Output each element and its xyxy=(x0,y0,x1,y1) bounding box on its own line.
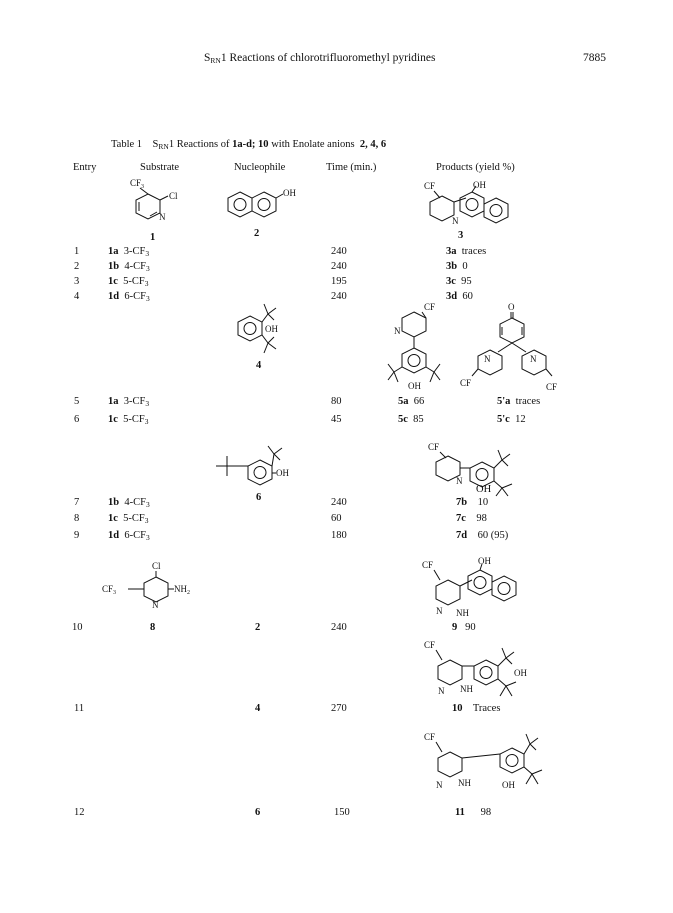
row-1-time: 240 xyxy=(331,246,347,257)
row-4-time: 240 xyxy=(331,291,347,302)
nucleophile-6-structure xyxy=(214,438,314,492)
row-7-time: 240 xyxy=(331,497,347,508)
running-title-text: 1 Reactions of chlorotrifluoromethyl pyridines xyxy=(220,52,436,64)
row-5-time: 80 xyxy=(331,396,342,407)
col-header-entry: Entry xyxy=(73,162,97,173)
table-label: Table 1 xyxy=(111,139,143,150)
svg-text:CF: CF xyxy=(460,378,472,388)
substrate-1-label: 1 xyxy=(150,232,156,243)
entry-8: 8 xyxy=(74,513,80,524)
row-9-substrate: 1d $6-CF_3$ xyxy=(108,530,150,542)
row-3-time: 195 xyxy=(331,276,347,287)
svg-text:OH: OH xyxy=(502,780,515,790)
row-5-substrate: 1a $3-CF_3$ xyxy=(108,396,150,408)
product-5prime-structure xyxy=(458,300,558,392)
svg-text:N: N xyxy=(456,476,463,486)
row-7-product: 7b 10 xyxy=(456,497,489,508)
product-7-oh: OH xyxy=(476,484,492,495)
nucleophile-6-label: 6 xyxy=(256,492,262,503)
row-6-substrate: 1c $5-CF_3$ xyxy=(108,414,149,426)
row-8-substrate: 1c $5-CF_3$ xyxy=(108,513,149,525)
svg-text:N: N xyxy=(152,600,159,610)
caption-sub: RN xyxy=(158,142,169,151)
svg-text:N: N xyxy=(452,216,459,226)
row-11-product: 10 Traces xyxy=(452,703,501,714)
svg-text:N: N xyxy=(394,326,401,336)
row-3-substrate: 1c $5-CF_3$ xyxy=(108,276,149,288)
svg-text:CF3: $CF_3$ xyxy=(102,584,117,596)
svg-text:Cl: Cl xyxy=(152,561,161,571)
row-4-substrate: 1d $6-CF_3$ xyxy=(108,291,150,303)
table-caption xyxy=(111,139,386,151)
entry-2: 2 xyxy=(74,261,80,272)
running-title-sub: RN xyxy=(210,56,221,65)
svg-text:NH2: $NH_2$ xyxy=(174,584,190,596)
entry-10: 10 xyxy=(72,622,83,633)
row-6-product: 5c 85 xyxy=(398,414,424,425)
running-title xyxy=(204,52,435,65)
caption-bold-1: 1a-d; 10 xyxy=(232,139,269,150)
row-11-time: 270 xyxy=(331,703,347,714)
row-7-substrate: 1b $4-CF_3$ xyxy=(108,497,150,509)
entry-12: 12 xyxy=(74,807,85,818)
svg-text:N: N xyxy=(436,780,443,790)
caption-mid: 1 Reactions of xyxy=(168,139,233,150)
row-10-substrate: 8 xyxy=(150,622,156,633)
svg-text:CF: CF xyxy=(428,442,440,452)
entry-1: 1 xyxy=(74,246,80,257)
row-12-nucleophile: 6 xyxy=(255,807,261,818)
entry-11: 11 xyxy=(74,703,85,714)
substrate-8-structure xyxy=(100,560,200,610)
entry-6: 6 xyxy=(74,414,80,425)
row-8-product: 7c 98 xyxy=(456,513,487,524)
substrate-1-structure xyxy=(128,178,198,228)
caption-tail: with Enolate anions xyxy=(268,139,358,150)
row-5-product2: 5'a traces xyxy=(497,396,541,407)
entry-3: 3 xyxy=(74,276,80,287)
product-10-structure xyxy=(424,634,544,698)
svg-text:CF: CF xyxy=(424,640,436,650)
svg-text:NH: NH xyxy=(456,608,469,618)
row-6-product2: 5'c 12 xyxy=(497,414,526,425)
svg-text:NH: NH xyxy=(458,778,471,788)
entry-7: 7 xyxy=(74,497,80,508)
entry-4: 4 xyxy=(74,291,80,302)
row-10-product: 9 90 xyxy=(452,622,476,633)
row-9-time: 180 xyxy=(331,530,347,541)
caption-bold-2: 2, 4, 6 xyxy=(359,139,387,150)
row-6-time: 45 xyxy=(331,414,342,425)
row-5-product: 5a 66 xyxy=(398,396,425,407)
svg-text:OH: OH xyxy=(276,468,289,478)
row-12-product: 11 98 xyxy=(455,807,492,818)
entry-9: 9 xyxy=(74,530,80,541)
col-header-nucleophile: Nucleophile xyxy=(234,162,286,173)
running-title-prefix: S xyxy=(204,52,211,64)
svg-text:OH: OH xyxy=(478,556,491,566)
product-5-structure xyxy=(370,300,450,392)
nucleophile-4-structure xyxy=(228,296,308,360)
entry-5: 5 xyxy=(74,396,80,407)
row-8-time: 60 xyxy=(331,513,342,524)
row-2-time: 240 xyxy=(331,261,347,272)
row-11-nucleophile: 4 xyxy=(255,703,261,714)
svg-text:OH: OH xyxy=(283,188,296,198)
row-2-substrate: 1b $4-CF_3$ xyxy=(108,261,150,273)
svg-text:N: N xyxy=(530,354,537,364)
row-12-time: 150 xyxy=(334,807,350,818)
row-2-product: 3b 0 xyxy=(446,261,468,272)
product-11-structure xyxy=(424,726,554,798)
svg-text:N: N xyxy=(159,212,166,222)
svg-text:N: N xyxy=(438,686,445,696)
row-1-substrate: 1a $3-CF_3$ xyxy=(108,246,150,258)
row-3-product: 3c 95 xyxy=(446,276,472,287)
svg-text:CF: CF xyxy=(424,302,436,312)
svg-text:OH: OH xyxy=(514,668,527,678)
product-3-structure xyxy=(424,180,514,230)
col-header-products: Products (yield %) xyxy=(436,162,515,173)
product-9-structure xyxy=(422,556,522,618)
svg-text:OH: OH xyxy=(408,381,421,391)
svg-text:CF: CF xyxy=(546,382,558,392)
svg-text:CF: CF xyxy=(424,732,436,742)
svg-text:N: N xyxy=(436,606,443,616)
svg-text:O: O xyxy=(508,302,515,312)
svg-text:N: N xyxy=(484,354,491,364)
nucleophile-4-label: 4 xyxy=(256,360,262,371)
row-4-product: 3d 60 xyxy=(446,291,473,302)
col-header-substrate: Substrate xyxy=(140,162,180,173)
page-number: 7885 xyxy=(583,52,606,64)
svg-text:Cl: Cl xyxy=(169,191,178,201)
row-10-nucleophile: 2 xyxy=(255,622,261,633)
caption-prefix: S xyxy=(152,139,159,150)
svg-text:NH: NH xyxy=(460,684,473,694)
product-3-label: 3 xyxy=(458,230,464,241)
svg-text:OH: OH xyxy=(473,180,486,190)
svg-text:CF: CF xyxy=(422,560,434,570)
row-9-product: 7d 60 (95) xyxy=(456,530,509,541)
row-10-time: 240 xyxy=(331,622,347,633)
svg-text:CF: CF xyxy=(424,181,436,191)
svg-text:OH: OH xyxy=(265,324,278,334)
nucleophile-2-label: 2 xyxy=(254,228,260,239)
cf3-label: $CF_3$ xyxy=(130,178,145,190)
nucleophile-2-structure xyxy=(226,186,306,222)
col-header-time: Time (min.) xyxy=(326,162,377,173)
row-1-product: 3a traces xyxy=(446,246,487,257)
